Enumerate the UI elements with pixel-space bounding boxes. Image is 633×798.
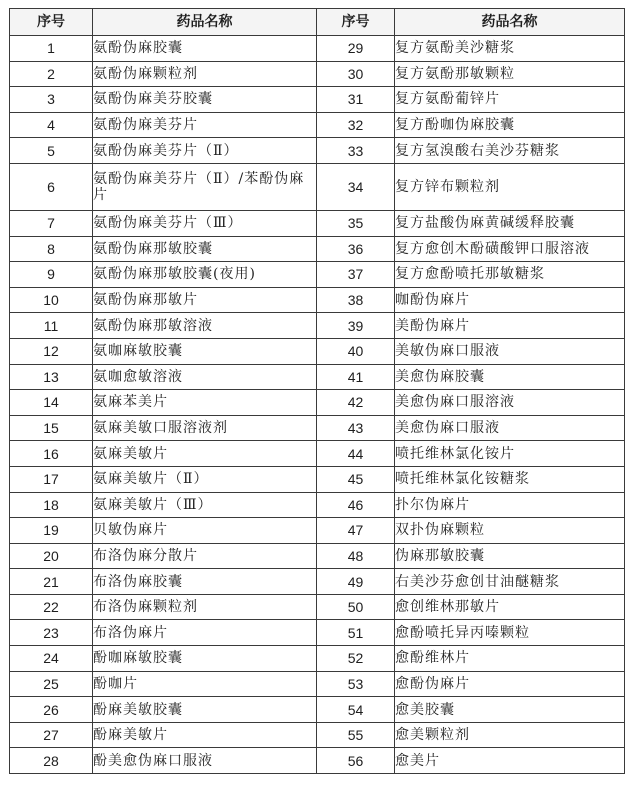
right-number-cell: 48 <box>317 543 395 569</box>
right-drug-name-cell: 伪麻那敏胶囊 <box>395 543 625 569</box>
right-drug-name-cell: 复方氨酚葡锌片 <box>395 87 625 113</box>
table-row <box>10 61 625 87</box>
left-number-cell: 16 <box>10 441 93 467</box>
left-number-cell: 25 <box>10 671 93 697</box>
right-drug-name-cell: 美愈伪麻胶囊 <box>395 364 625 390</box>
right-number-cell: 30 <box>317 61 395 87</box>
left-number-cell: 26 <box>10 697 93 723</box>
left-number-cell: 23 <box>10 620 93 646</box>
left-number-cell: 20 <box>10 543 93 569</box>
right-number-cell: 35 <box>317 210 395 236</box>
header-left-number: 序号 <box>10 9 93 36</box>
table-row <box>10 671 625 697</box>
right-number-cell: 29 <box>317 36 395 62</box>
table-row <box>10 87 625 113</box>
left-drug-name-cell: 氨酚伪麻美芬片（Ⅱ）/苯酚伪麻片 <box>93 163 317 210</box>
right-number-cell: 31 <box>317 87 395 113</box>
left-drug-name-cell: 氨麻美敏口服溶液剂 <box>93 415 317 441</box>
right-drug-name-cell: 扑尔伪麻片 <box>395 492 625 518</box>
left-number-cell: 3 <box>10 87 93 113</box>
right-number-cell: 52 <box>317 646 395 672</box>
right-drug-name-cell: 愈美颗粒剂 <box>395 722 625 748</box>
left-number-cell: 1 <box>10 36 93 62</box>
left-number-cell: 11 <box>10 313 93 339</box>
left-number-cell: 9 <box>10 262 93 288</box>
right-drug-name-cell: 复方愈创木酚磺酸钾口服溶液 <box>395 236 625 262</box>
table-row <box>10 748 625 774</box>
right-drug-name-cell: 右美沙芬愈创甘油醚糖浆 <box>395 569 625 595</box>
right-number-cell: 37 <box>317 262 395 288</box>
right-drug-name-cell: 愈创维林那敏片 <box>395 594 625 620</box>
left-drug-name-cell: 贝敏伪麻片 <box>93 518 317 544</box>
right-number-cell: 54 <box>317 697 395 723</box>
table-row <box>10 722 625 748</box>
table-row <box>10 364 625 390</box>
header-right-number: 序号 <box>317 9 395 36</box>
left-drug-name-cell: 氨酚伪麻那敏片 <box>93 287 317 313</box>
left-drug-name-cell: 布洛伪麻颗粒剂 <box>93 594 317 620</box>
right-drug-name-cell: 复方氨酚美沙糖浆 <box>395 36 625 62</box>
left-drug-name-cell: 酚麻美敏胶囊 <box>93 697 317 723</box>
right-drug-name-cell: 咖酚伪麻片 <box>395 287 625 313</box>
table-row <box>10 543 625 569</box>
left-drug-name-cell: 布洛伪麻胶囊 <box>93 569 317 595</box>
table-row <box>10 338 625 364</box>
table-row <box>10 646 625 672</box>
left-drug-name-cell: 布洛伪麻分散片 <box>93 543 317 569</box>
right-number-cell: 36 <box>317 236 395 262</box>
right-number-cell: 44 <box>317 441 395 467</box>
left-drug-name-cell: 布洛伪麻片 <box>93 620 317 646</box>
header-left-drug-name: 药品名称 <box>93 9 317 36</box>
drug-list-table <box>9 8 625 774</box>
right-drug-name-cell: 美愈伪麻口服液 <box>395 415 625 441</box>
right-drug-name-cell: 复方氨酚那敏颗粒 <box>395 61 625 87</box>
right-drug-name-cell: 愈美片 <box>395 748 625 774</box>
table-row <box>10 441 625 467</box>
left-number-cell: 12 <box>10 338 93 364</box>
left-number-cell: 13 <box>10 364 93 390</box>
table-row <box>10 163 625 210</box>
left-number-cell: 17 <box>10 466 93 492</box>
right-number-cell: 33 <box>317 138 395 164</box>
right-number-cell: 56 <box>317 748 395 774</box>
table-row <box>10 620 625 646</box>
right-drug-name-cell: 复方酚咖伪麻胶囊 <box>395 112 625 138</box>
table-row <box>10 492 625 518</box>
right-number-cell: 42 <box>317 390 395 416</box>
table-row <box>10 569 625 595</box>
left-number-cell: 4 <box>10 112 93 138</box>
left-drug-name-cell: 氨酚伪麻美芬片 <box>93 112 317 138</box>
table-row <box>10 697 625 723</box>
right-number-cell: 45 <box>317 466 395 492</box>
table-row <box>10 262 625 288</box>
left-drug-name-cell: 氨麻美敏片 <box>93 441 317 467</box>
right-drug-name-cell: 复方氢溴酸右美沙芬糖浆 <box>395 138 625 164</box>
left-number-cell: 22 <box>10 594 93 620</box>
right-drug-name-cell: 愈酚喷托异丙嗪颗粒 <box>395 620 625 646</box>
left-drug-name-cell: 氨酚伪麻那敏溶液 <box>93 313 317 339</box>
right-number-cell: 46 <box>317 492 395 518</box>
left-drug-name-cell: 氨咖愈敏溶液 <box>93 364 317 390</box>
right-number-cell: 51 <box>317 620 395 646</box>
right-drug-name-cell: 喷托维林氯化铵糖浆 <box>395 466 625 492</box>
right-drug-name-cell: 愈美胶囊 <box>395 697 625 723</box>
left-number-cell: 6 <box>10 163 93 210</box>
right-number-cell: 43 <box>317 415 395 441</box>
left-number-cell: 10 <box>10 287 93 313</box>
right-number-cell: 47 <box>317 518 395 544</box>
right-number-cell: 34 <box>317 163 395 210</box>
left-drug-name-cell: 酚咖片 <box>93 671 317 697</box>
table-row <box>10 287 625 313</box>
right-drug-name-cell: 美敏伪麻口服液 <box>395 338 625 364</box>
table-row <box>10 390 625 416</box>
header-right-drug-name: 药品名称 <box>395 9 625 36</box>
right-number-cell: 50 <box>317 594 395 620</box>
right-drug-name-cell: 复方盐酸伪麻黄碱缓释胶囊 <box>395 210 625 236</box>
table-row <box>10 518 625 544</box>
left-drug-name-cell: 氨酚伪麻那敏胶囊(夜用) <box>93 262 317 288</box>
left-drug-name-cell: 氨酚伪麻美芬片（Ⅱ） <box>93 138 317 164</box>
left-drug-name-cell: 氨酚伪麻美芬片（Ⅲ） <box>93 210 317 236</box>
right-drug-name-cell: 双扑伪麻颗粒 <box>395 518 625 544</box>
table-body <box>10 36 625 774</box>
right-number-cell: 41 <box>317 364 395 390</box>
left-drug-name-cell: 氨酚伪麻胶囊 <box>93 36 317 62</box>
left-number-cell: 14 <box>10 390 93 416</box>
right-drug-name-cell: 复方锌布颗粒剂 <box>395 163 625 210</box>
table-row <box>10 138 625 164</box>
left-drug-name-cell: 氨麻美敏片（Ⅲ） <box>93 492 317 518</box>
right-number-cell: 53 <box>317 671 395 697</box>
table-row <box>10 236 625 262</box>
left-number-cell: 7 <box>10 210 93 236</box>
right-number-cell: 49 <box>317 569 395 595</box>
table-row <box>10 36 625 62</box>
left-drug-name-cell: 氨酚伪麻美芬胶囊 <box>93 87 317 113</box>
left-drug-name-cell: 氨咖麻敏胶囊 <box>93 338 317 364</box>
table-row <box>10 210 625 236</box>
left-number-cell: 2 <box>10 61 93 87</box>
table-header-row <box>10 9 625 36</box>
right-drug-name-cell: 喷托维林氯化铵片 <box>395 441 625 467</box>
left-drug-name-cell: 氨麻苯美片 <box>93 390 317 416</box>
left-number-cell: 15 <box>10 415 93 441</box>
table-row <box>10 112 625 138</box>
left-number-cell: 5 <box>10 138 93 164</box>
left-drug-name-cell: 氨酚伪麻颗粒剂 <box>93 61 317 87</box>
table-row <box>10 466 625 492</box>
left-drug-name-cell: 酚美愈伪麻口服液 <box>93 748 317 774</box>
left-number-cell: 21 <box>10 569 93 595</box>
right-drug-name-cell: 愈酚伪麻片 <box>395 671 625 697</box>
table-row <box>10 313 625 339</box>
right-number-cell: 38 <box>317 287 395 313</box>
right-number-cell: 39 <box>317 313 395 339</box>
left-number-cell: 18 <box>10 492 93 518</box>
right-number-cell: 55 <box>317 722 395 748</box>
left-number-cell: 28 <box>10 748 93 774</box>
right-number-cell: 32 <box>317 112 395 138</box>
table-row <box>10 415 625 441</box>
right-number-cell: 40 <box>317 338 395 364</box>
left-drug-name-cell: 酚咖麻敏胶囊 <box>93 646 317 672</box>
right-drug-name-cell: 美酚伪麻片 <box>395 313 625 339</box>
left-number-cell: 19 <box>10 518 93 544</box>
left-drug-name-cell: 氨酚伪麻那敏胶囊 <box>93 236 317 262</box>
left-number-cell: 8 <box>10 236 93 262</box>
left-number-cell: 27 <box>10 722 93 748</box>
left-drug-name-cell: 酚麻美敏片 <box>93 722 317 748</box>
right-drug-name-cell: 美愈伪麻口服溶液 <box>395 390 625 416</box>
left-number-cell: 24 <box>10 646 93 672</box>
right-drug-name-cell: 复方愈酚喷托那敏糖浆 <box>395 262 625 288</box>
table-row <box>10 594 625 620</box>
left-drug-name-cell: 氨麻美敏片（Ⅱ） <box>93 466 317 492</box>
right-drug-name-cell: 愈酚维林片 <box>395 646 625 672</box>
